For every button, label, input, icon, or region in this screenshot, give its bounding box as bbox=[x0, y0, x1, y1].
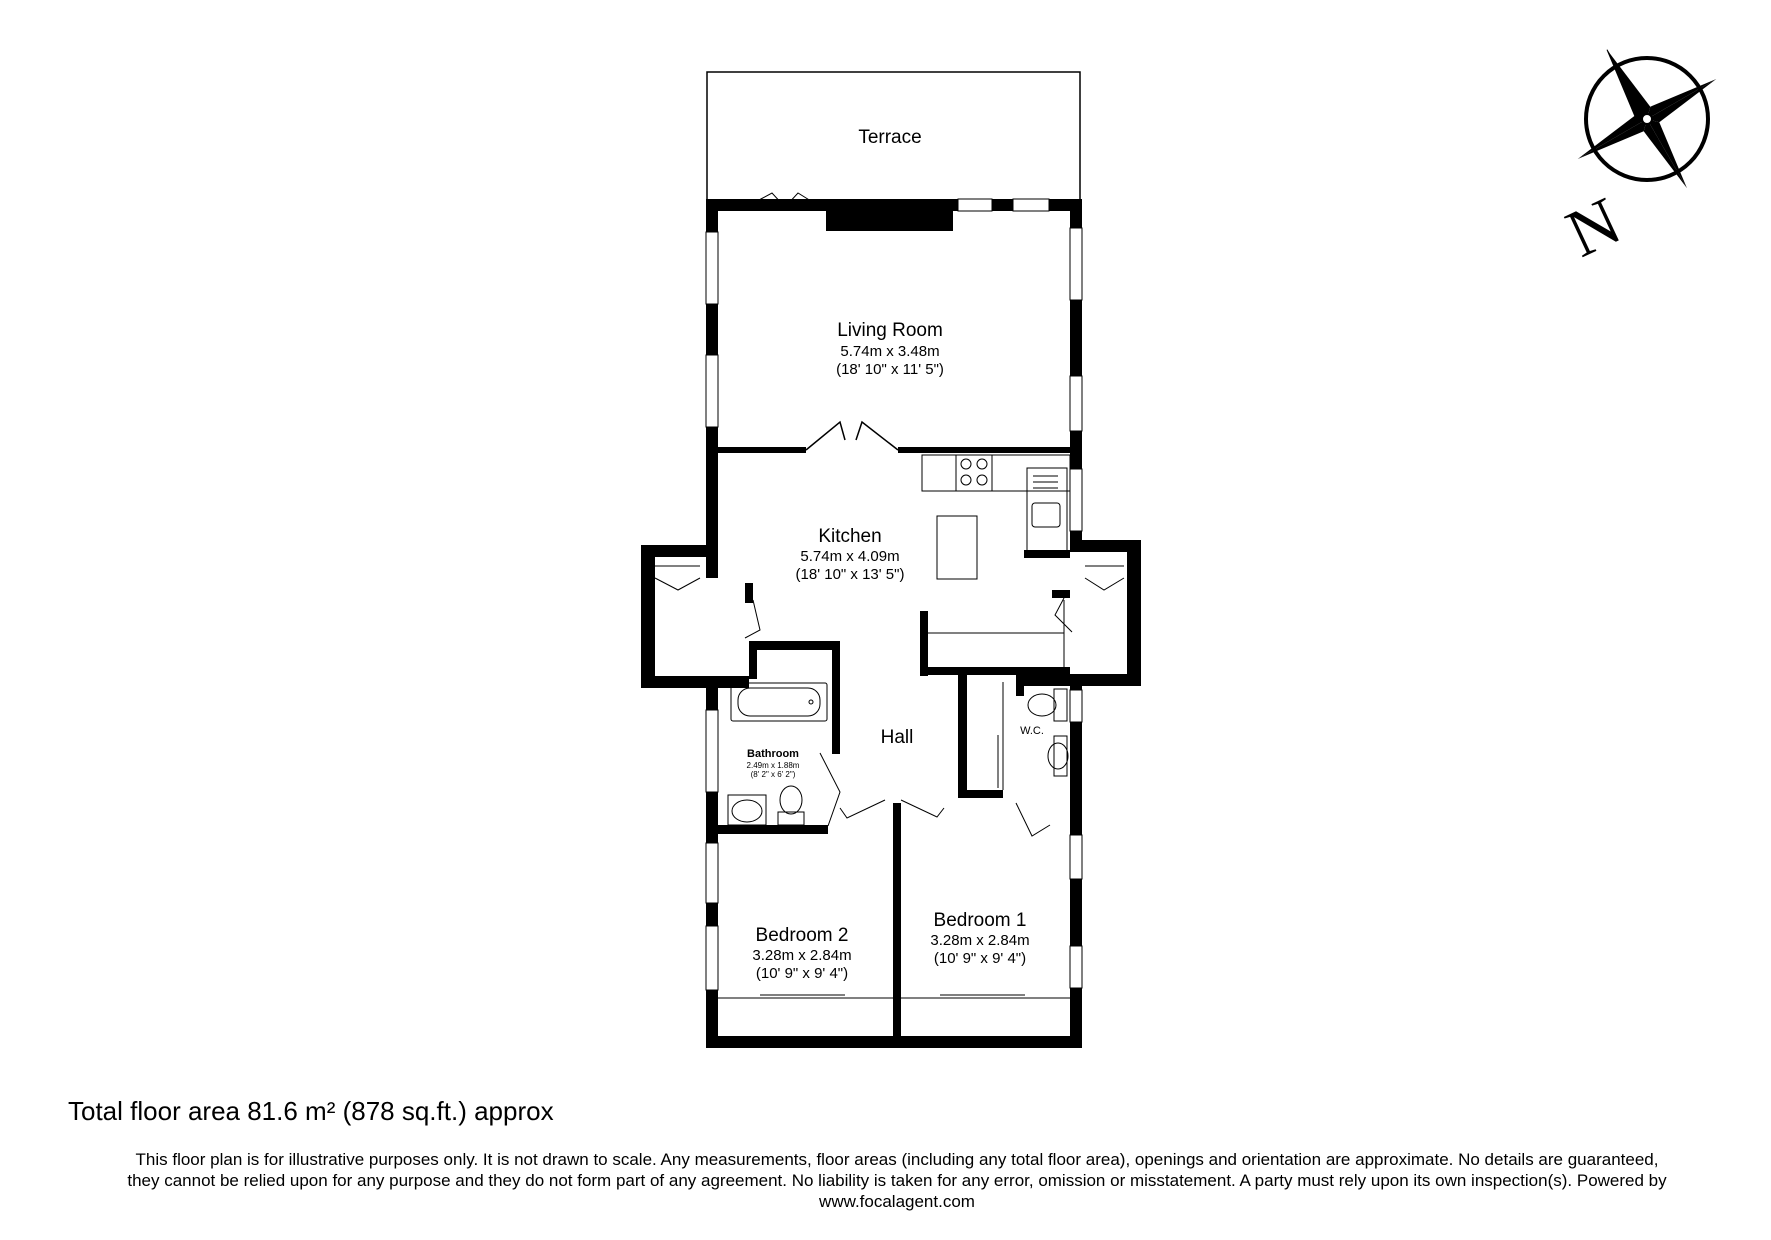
kitchen-imperial: (18' 10" x 13' 5") bbox=[795, 566, 905, 583]
hall-label: Hall bbox=[880, 727, 914, 748]
terrace-label: Terrace bbox=[858, 127, 922, 148]
kitchen-metric: 5.74m x 4.09m bbox=[800, 548, 900, 565]
hob-icon bbox=[922, 455, 1070, 491]
bathroom-door-icon bbox=[820, 753, 840, 826]
living-room-label: Living Room bbox=[837, 320, 943, 341]
living-room-metric: 5.74m x 3.48m bbox=[840, 343, 940, 360]
bathroom-imperial: (8' 2" x 6' 2") bbox=[750, 770, 796, 779]
living-room-imperial: (18' 10" x 11' 5") bbox=[836, 361, 944, 378]
disclaimer-line: they cannot be relied upon for any purpose and they do not form part of any agreement. No liability is taken for any error, omission or misstatement. A party must rely upon its own inspection(s). Powered by bbox=[127, 1171, 1667, 1190]
sink-icon bbox=[1027, 468, 1067, 555]
wardrobe-bed1-icon bbox=[901, 995, 1070, 998]
disclaimer-link[interactable]: www.focalagent.com bbox=[819, 1192, 975, 1211]
wc-label: W.C. bbox=[1020, 725, 1044, 737]
bedroom-1-metric: 3.28m x 2.84m bbox=[930, 932, 1030, 949]
basin-icon bbox=[728, 795, 766, 825]
bathroom-label: Bathroom bbox=[747, 748, 799, 760]
counter-icon bbox=[928, 600, 1064, 676]
double-door-icon bbox=[806, 422, 898, 450]
cupboard-right-icon bbox=[1055, 566, 1124, 632]
bath-icon bbox=[731, 683, 827, 721]
bedroom-2-metric: 3.28m x 2.84m bbox=[752, 947, 852, 964]
bedroom-doors-icon bbox=[840, 800, 944, 818]
total-floor-area: Total floor area 81.6 m² (878 sq.ft.) approx bbox=[68, 1096, 554, 1126]
kitchen-label: Kitchen bbox=[818, 526, 882, 547]
bedroom-1-imperial: (10' 9" x 9' 4") bbox=[933, 950, 1027, 967]
disclaimer bbox=[40, 1149, 1754, 1212]
kitchen-island-icon bbox=[937, 516, 977, 579]
bedroom-2-imperial: (10' 9" x 9' 4") bbox=[755, 965, 849, 982]
compass-north-label: N bbox=[1555, 182, 1632, 272]
bedroom-1-label: Bedroom 1 bbox=[933, 910, 1027, 931]
bedroom-2-label: Bedroom 2 bbox=[755, 925, 849, 946]
wc-door-icon bbox=[998, 682, 1050, 836]
wc-toilet-icon bbox=[1028, 689, 1067, 721]
wc-basin-icon bbox=[1048, 736, 1068, 776]
bathroom-metric: 2.49m x 1.88m bbox=[746, 761, 800, 770]
disclaimer-line: This floor plan is for illustrative purposes only. It is not drawn to scale. Any measurements, floor areas (including any total floor area), openings and orientation are approximate. No details are guaranteed, bbox=[135, 1150, 1659, 1169]
toilet-icon bbox=[778, 786, 804, 825]
wardrobe-bed2-icon bbox=[718, 995, 893, 998]
